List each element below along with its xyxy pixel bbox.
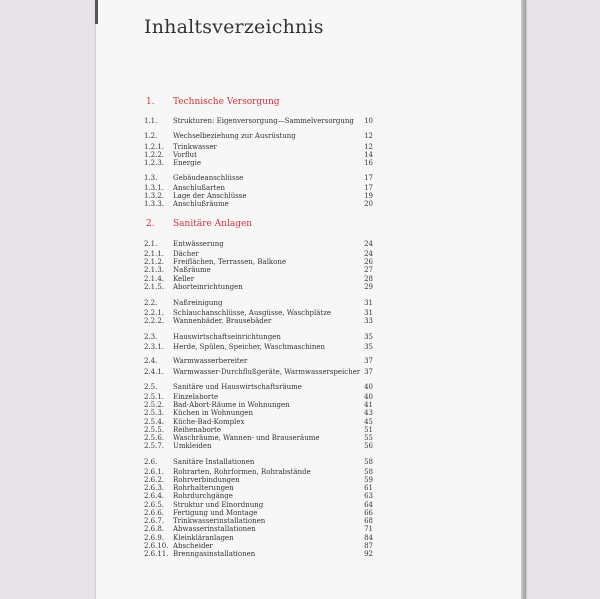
toc-entry-title: Einzelaborte <box>173 393 219 401</box>
toc-entry-title: Trinkwasser <box>173 143 217 151</box>
toc-entry-title: Naßräume <box>173 266 211 274</box>
toc-entry-number: 2.5.1. <box>144 393 165 401</box>
toc-entry-number: 2.1. <box>144 240 158 248</box>
toc-entry-title: Entwässerung <box>173 240 224 248</box>
toc-page-number: 20 <box>364 200 373 208</box>
toc-entry-title: Abscheider <box>173 542 213 550</box>
toc-entry <box>0 332 600 342</box>
toc-entry <box>0 367 600 377</box>
toc-page-number: 59 <box>364 476 373 484</box>
toc-entry <box>0 131 600 141</box>
toc-entry-number: 2. <box>146 219 155 229</box>
toc-page-number: 68 <box>364 517 373 525</box>
toc-entry-number: 1.3.2. <box>144 192 165 200</box>
toc-section-heading <box>0 96 600 108</box>
toc-entry-number: 2.6.9. <box>144 534 165 542</box>
toc-entry-title: Technische Versorgung <box>173 97 280 107</box>
toc-entry-title: Anschlußarten <box>173 184 225 192</box>
toc-entry-title: Aborteinrichtungen <box>173 283 243 291</box>
toc-page-number: 51 <box>364 426 373 434</box>
toc-page-number: 84 <box>364 534 373 542</box>
toc-entry-title: Bad-Abort-Räume in Wohnungen <box>173 401 290 409</box>
toc-entry-number: 2.2.2. <box>144 317 165 325</box>
toc-entry-number: 2.3.1. <box>144 343 165 351</box>
toc-page-number: 64 <box>364 501 373 509</box>
toc-entry <box>0 356 600 366</box>
toc-page-number: 55 <box>364 434 373 442</box>
toc-entry <box>0 158 600 168</box>
toc-entry-number: 1.2.3. <box>144 159 165 167</box>
toc-page-number: 71 <box>364 525 373 533</box>
toc-entry-title: Umkleiden <box>173 442 212 450</box>
toc-entry-number: 2.1.4. <box>144 275 165 283</box>
toc-entry-title: Struktur und Einordnung <box>173 501 264 509</box>
toc-entry-title: Lage der Anschlüsse <box>173 192 247 200</box>
toc-entry-number: 2.4.1. <box>144 368 165 376</box>
toc-entry-number: 2.5.6. <box>144 434 165 442</box>
toc-entry-title: Herde, Spülen, Speicher, Waschmaschinen <box>173 343 326 351</box>
toc-page-number: 29 <box>364 283 373 291</box>
toc-entry-number: 2.4. <box>144 357 158 365</box>
toc-entry-title: Energie <box>173 159 201 167</box>
toc-entry-number: 2.6.2. <box>144 476 165 484</box>
toc-entry-number: 2.1.3. <box>144 266 165 274</box>
toc-page-number: 19 <box>364 192 373 200</box>
toc-page-number: 24 <box>364 240 373 248</box>
toc-entry-number: 2.1.5. <box>144 283 165 291</box>
toc-page-number: 12 <box>364 132 373 140</box>
toc-entry-number: 2.6.7. <box>144 517 165 525</box>
toc-entry-title: Freiflächen, Terrassen, Balkone <box>173 258 287 266</box>
toc-entry-title: Abwasserinstallationen <box>173 525 256 533</box>
toc-entry <box>0 282 600 292</box>
toc-entry-number: 2.6.11. <box>144 550 169 558</box>
toc-page-number: 17 <box>364 174 373 182</box>
toc-section-heading <box>0 218 600 230</box>
toc-entry-title: Wechselbeziehung zur Ausrüstung <box>173 132 296 140</box>
toc-entry-number: 2.5.5. <box>144 426 165 434</box>
toc-page-number: 12 <box>364 143 373 151</box>
toc-entry-title: Küche-Bad-Komplex <box>173 418 245 426</box>
toc-page-number: 14 <box>364 151 373 159</box>
toc-page-number: 40 <box>364 383 373 391</box>
toc-page-number: 56 <box>364 442 373 450</box>
toc-page-number: 24 <box>364 250 373 258</box>
toc-page-number: 58 <box>364 468 373 476</box>
toc-entry-number: 1.1. <box>144 117 158 125</box>
toc-entry-number: 2.1.1. <box>144 250 165 258</box>
toc-entry-number: 2.6.10. <box>144 542 169 550</box>
toc-entry-number: 1. <box>146 97 155 107</box>
toc-page-number: 92 <box>364 550 373 558</box>
toc-entry-title: Dächer <box>173 250 199 258</box>
toc-entry-number: 2.6.4. <box>144 492 165 500</box>
toc-entry <box>0 298 600 308</box>
toc-entry-number: 2.2.1. <box>144 309 165 317</box>
toc-entry-number: 2.5.2. <box>144 401 165 409</box>
toc-entry-number: 2.6.5. <box>144 501 165 509</box>
toc-entry-title: Hauswirtschaftseinrichtungen <box>173 333 281 341</box>
toc-page-number: 43 <box>364 409 373 417</box>
toc-entry-title: Strukturen: Eigenversorgung—Sammelversorgung <box>173 117 354 125</box>
toc-entry-title: Küchen in Wohnungen <box>173 409 253 417</box>
toc-page-number: 31 <box>364 309 373 317</box>
toc-page-number: 33 <box>364 317 373 325</box>
toc-entry-title: Wannenbäder, Brausebäder <box>173 317 272 325</box>
toc-entry-number: 2.5. <box>144 383 158 391</box>
toc-entry-title: Rohrarten, Rohrformen, Rohrabstände <box>173 468 311 476</box>
toc-page-number: 10 <box>364 117 373 125</box>
toc-entry-number: 1.2.1. <box>144 143 165 151</box>
toc-entry-title: Warmwasser-Durchflußgeräte, Warmwasserspeicher <box>173 368 361 376</box>
toc-entry-number: 2.5.7. <box>144 442 165 450</box>
toc-entry-title: Sanitäre und Hauswirtschaftsräume <box>173 383 302 391</box>
toc-page-number: 41 <box>364 401 373 409</box>
toc-entry <box>0 342 600 352</box>
toc-entry-title: Rohrverbindungen <box>173 476 240 484</box>
toc-entry <box>0 173 600 183</box>
toc-entry-title: Brenngasinstallationen <box>173 550 256 558</box>
toc-entry <box>0 316 600 326</box>
toc-entry <box>0 239 600 249</box>
toc-entry-number: 2.6. <box>144 458 158 466</box>
toc-page-number: 37 <box>364 357 373 365</box>
toc-page-number: 26 <box>364 258 373 266</box>
toc-entry-title: Gebäudeanschlüsse <box>173 174 244 182</box>
toc-entry-title: Sanitäre Installationen <box>173 458 255 466</box>
toc-page-number: 87 <box>364 542 373 550</box>
toc-entry <box>0 457 600 467</box>
toc-entry <box>0 116 600 126</box>
toc-page-number: 45 <box>364 418 373 426</box>
toc-entry-title: Sanitäre Anlagen <box>173 219 253 229</box>
toc-page-number: 28 <box>364 275 373 283</box>
toc-entry-number: 2.5.3. <box>144 409 165 417</box>
toc-entry <box>0 549 600 559</box>
toc-entry-number: 2.6.1. <box>144 468 165 476</box>
toc-entry-title: Trinkwasserinstallationen <box>173 517 266 525</box>
toc-entry-title: Rohrhalterungen <box>173 484 234 492</box>
toc-entry <box>0 441 600 451</box>
toc-entry-number: 2.6.8. <box>144 525 165 533</box>
toc-page-number: 61 <box>364 484 373 492</box>
toc-entry-title: Kleinkläranlagen <box>173 534 234 542</box>
toc-entry-title: Rohrdurchgänge <box>173 492 233 500</box>
toc-entry-number: 1.3. <box>144 174 158 182</box>
toc-entry-title: Waschräume, Wannen- und Brauseräume <box>173 434 320 442</box>
toc-entry-number: 2.1.2. <box>144 258 165 266</box>
toc-page-number: 58 <box>364 458 373 466</box>
toc-entry-number: 1.2.2. <box>144 151 165 159</box>
page-title: Inhaltsverzeichnis <box>144 16 324 38</box>
toc-entry <box>0 382 600 392</box>
toc-page-number: 16 <box>364 159 373 167</box>
toc-entry-title: Naßreinigung <box>173 299 223 307</box>
toc-entry-title: Fertigung und Montage <box>173 509 258 517</box>
toc-entry-title: Warmwasserbereiter <box>173 357 248 365</box>
toc-entry-title: Schlauchanschlüsse, Ausgüsse, Waschplätze <box>173 309 332 317</box>
toc-page-number: 27 <box>364 266 373 274</box>
toc-entry-title: Reihenaborte <box>173 426 221 434</box>
toc-page-number: 63 <box>364 492 373 500</box>
toc-entry-title: Keller <box>173 275 195 283</box>
toc-page-number: 35 <box>364 343 373 351</box>
toc-page-number: 37 <box>364 368 373 376</box>
toc-entry-number: 1.3.1. <box>144 184 165 192</box>
toc-page-number: 17 <box>364 184 373 192</box>
toc-entry <box>0 199 600 209</box>
toc-entry-title: Vorflut <box>173 151 197 159</box>
toc-entry-number: 2.5.4. <box>144 418 165 426</box>
toc-page-number: 66 <box>364 509 373 517</box>
toc-entry-number: 2.6.6. <box>144 509 165 517</box>
toc-page-number: 35 <box>364 333 373 341</box>
toc-entry-number: 1.2. <box>144 132 158 140</box>
toc-entry-number: 1.3.3. <box>144 200 165 208</box>
toc-page-number: 40 <box>364 393 373 401</box>
toc-page-number: 31 <box>364 299 373 307</box>
toc-entry-number: 2.3. <box>144 333 158 341</box>
toc-entry-number: 2.2. <box>144 299 158 307</box>
toc-entry-title: Anschlußräume <box>173 200 229 208</box>
toc-entry-number: 2.6.3. <box>144 484 165 492</box>
